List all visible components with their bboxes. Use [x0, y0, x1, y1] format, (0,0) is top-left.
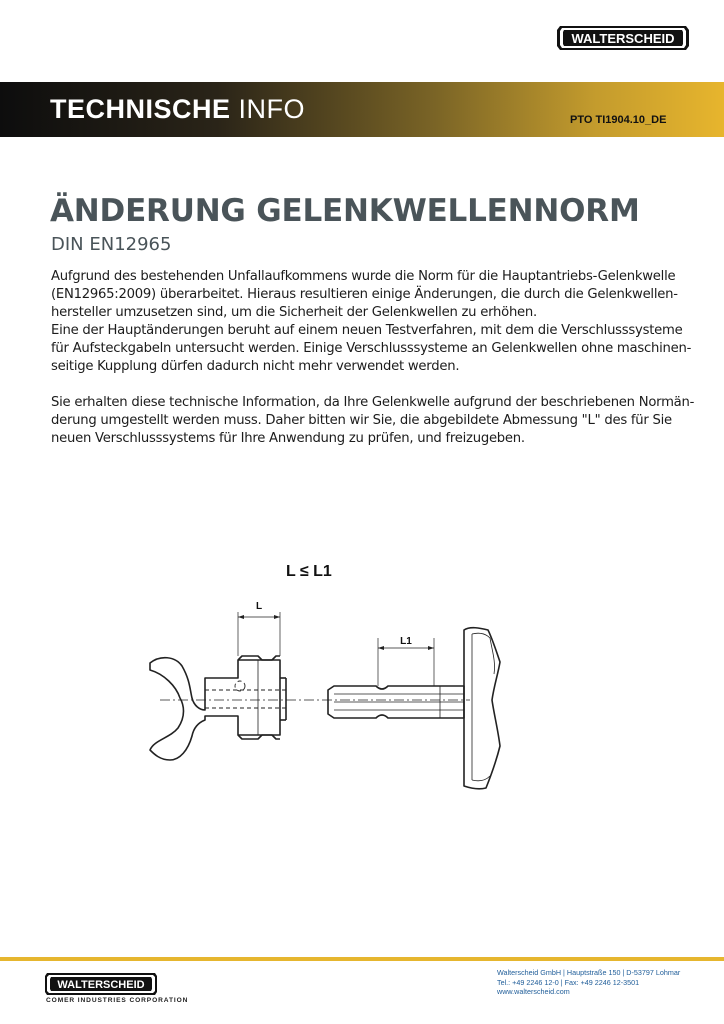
dimension-label-l: L	[255, 601, 263, 612]
page-subtitle: DIN EN12965	[51, 234, 172, 255]
footer-logo-text: WALTERSCHEID	[57, 979, 145, 991]
corporation-tagline: COMER INDUSTRIES CORPORATION	[46, 997, 189, 1004]
contact-phone: Tel.: +49 2246 12-0 | Fax: +49 2246 12-3501	[497, 977, 640, 987]
body-text	[51, 268, 711, 448]
technical-drawing	[140, 590, 520, 810]
paragraph: Sie erhalten diese technische Information, da Ihre Gelenkwelle aufgrund der beschriebenen Normän- derung umgestellt werden muss. Daher bitten wir Sie, die abgebildete Abmessung "L" des für Sie neuen Verschlusssystems für Ihre Anwendung zu prüfen, und freizugeben.	[51, 395, 695, 446]
page-title: ÄNDERUNG GELENKWELLENNORM	[50, 193, 640, 229]
contact-website[interactable]: www.walterscheid.com	[497, 987, 570, 996]
banner-title	[50, 94, 305, 125]
walterscheid-logo-footer	[44, 972, 158, 996]
dimension-formula: L ≤ L1	[286, 563, 332, 580]
walterscheid-logo	[556, 24, 690, 52]
tractor-housing	[464, 628, 500, 789]
yoke-outline	[150, 658, 280, 760]
contact-address: Walterscheid GmbH | Hauptstraße 150 | D-53797 Lohmar	[497, 968, 681, 977]
logo-text: WALTERSCHEID	[571, 31, 675, 46]
banner-title-bold: TECHNISCHE	[50, 94, 231, 124]
paragraph: Aufgrund des bestehenden Unfallaufkommens wurde die Norm für die Hauptantriebs-Gelenkwelle (EN12965:2009) überarbeitet. Hieraus resultieren einige Änderungen, die durch die Gelenkwellen- hersteller umzusetzen sind, um die Sicherheit der Gelenkwellen zu erhöhen. Eine der Hauptänderungen beruht auf einem neuen Testverfahren, mit dem die Verschlusssysteme für Aufsteckgabeln untersucht werden. Einige Verschlusssysteme an Gelenkwellen ohne maschinen- seitige Kupplung dürfen dadurch nicht mehr verwendet werden.	[51, 269, 692, 374]
document-code: PTO TI1904.10_DE	[570, 114, 667, 126]
dimension-label-l1: L1	[400, 636, 412, 647]
footer-accent-line	[0, 957, 724, 961]
contact-info	[497, 968, 680, 997]
banner-title-light: INFO	[238, 94, 306, 124]
